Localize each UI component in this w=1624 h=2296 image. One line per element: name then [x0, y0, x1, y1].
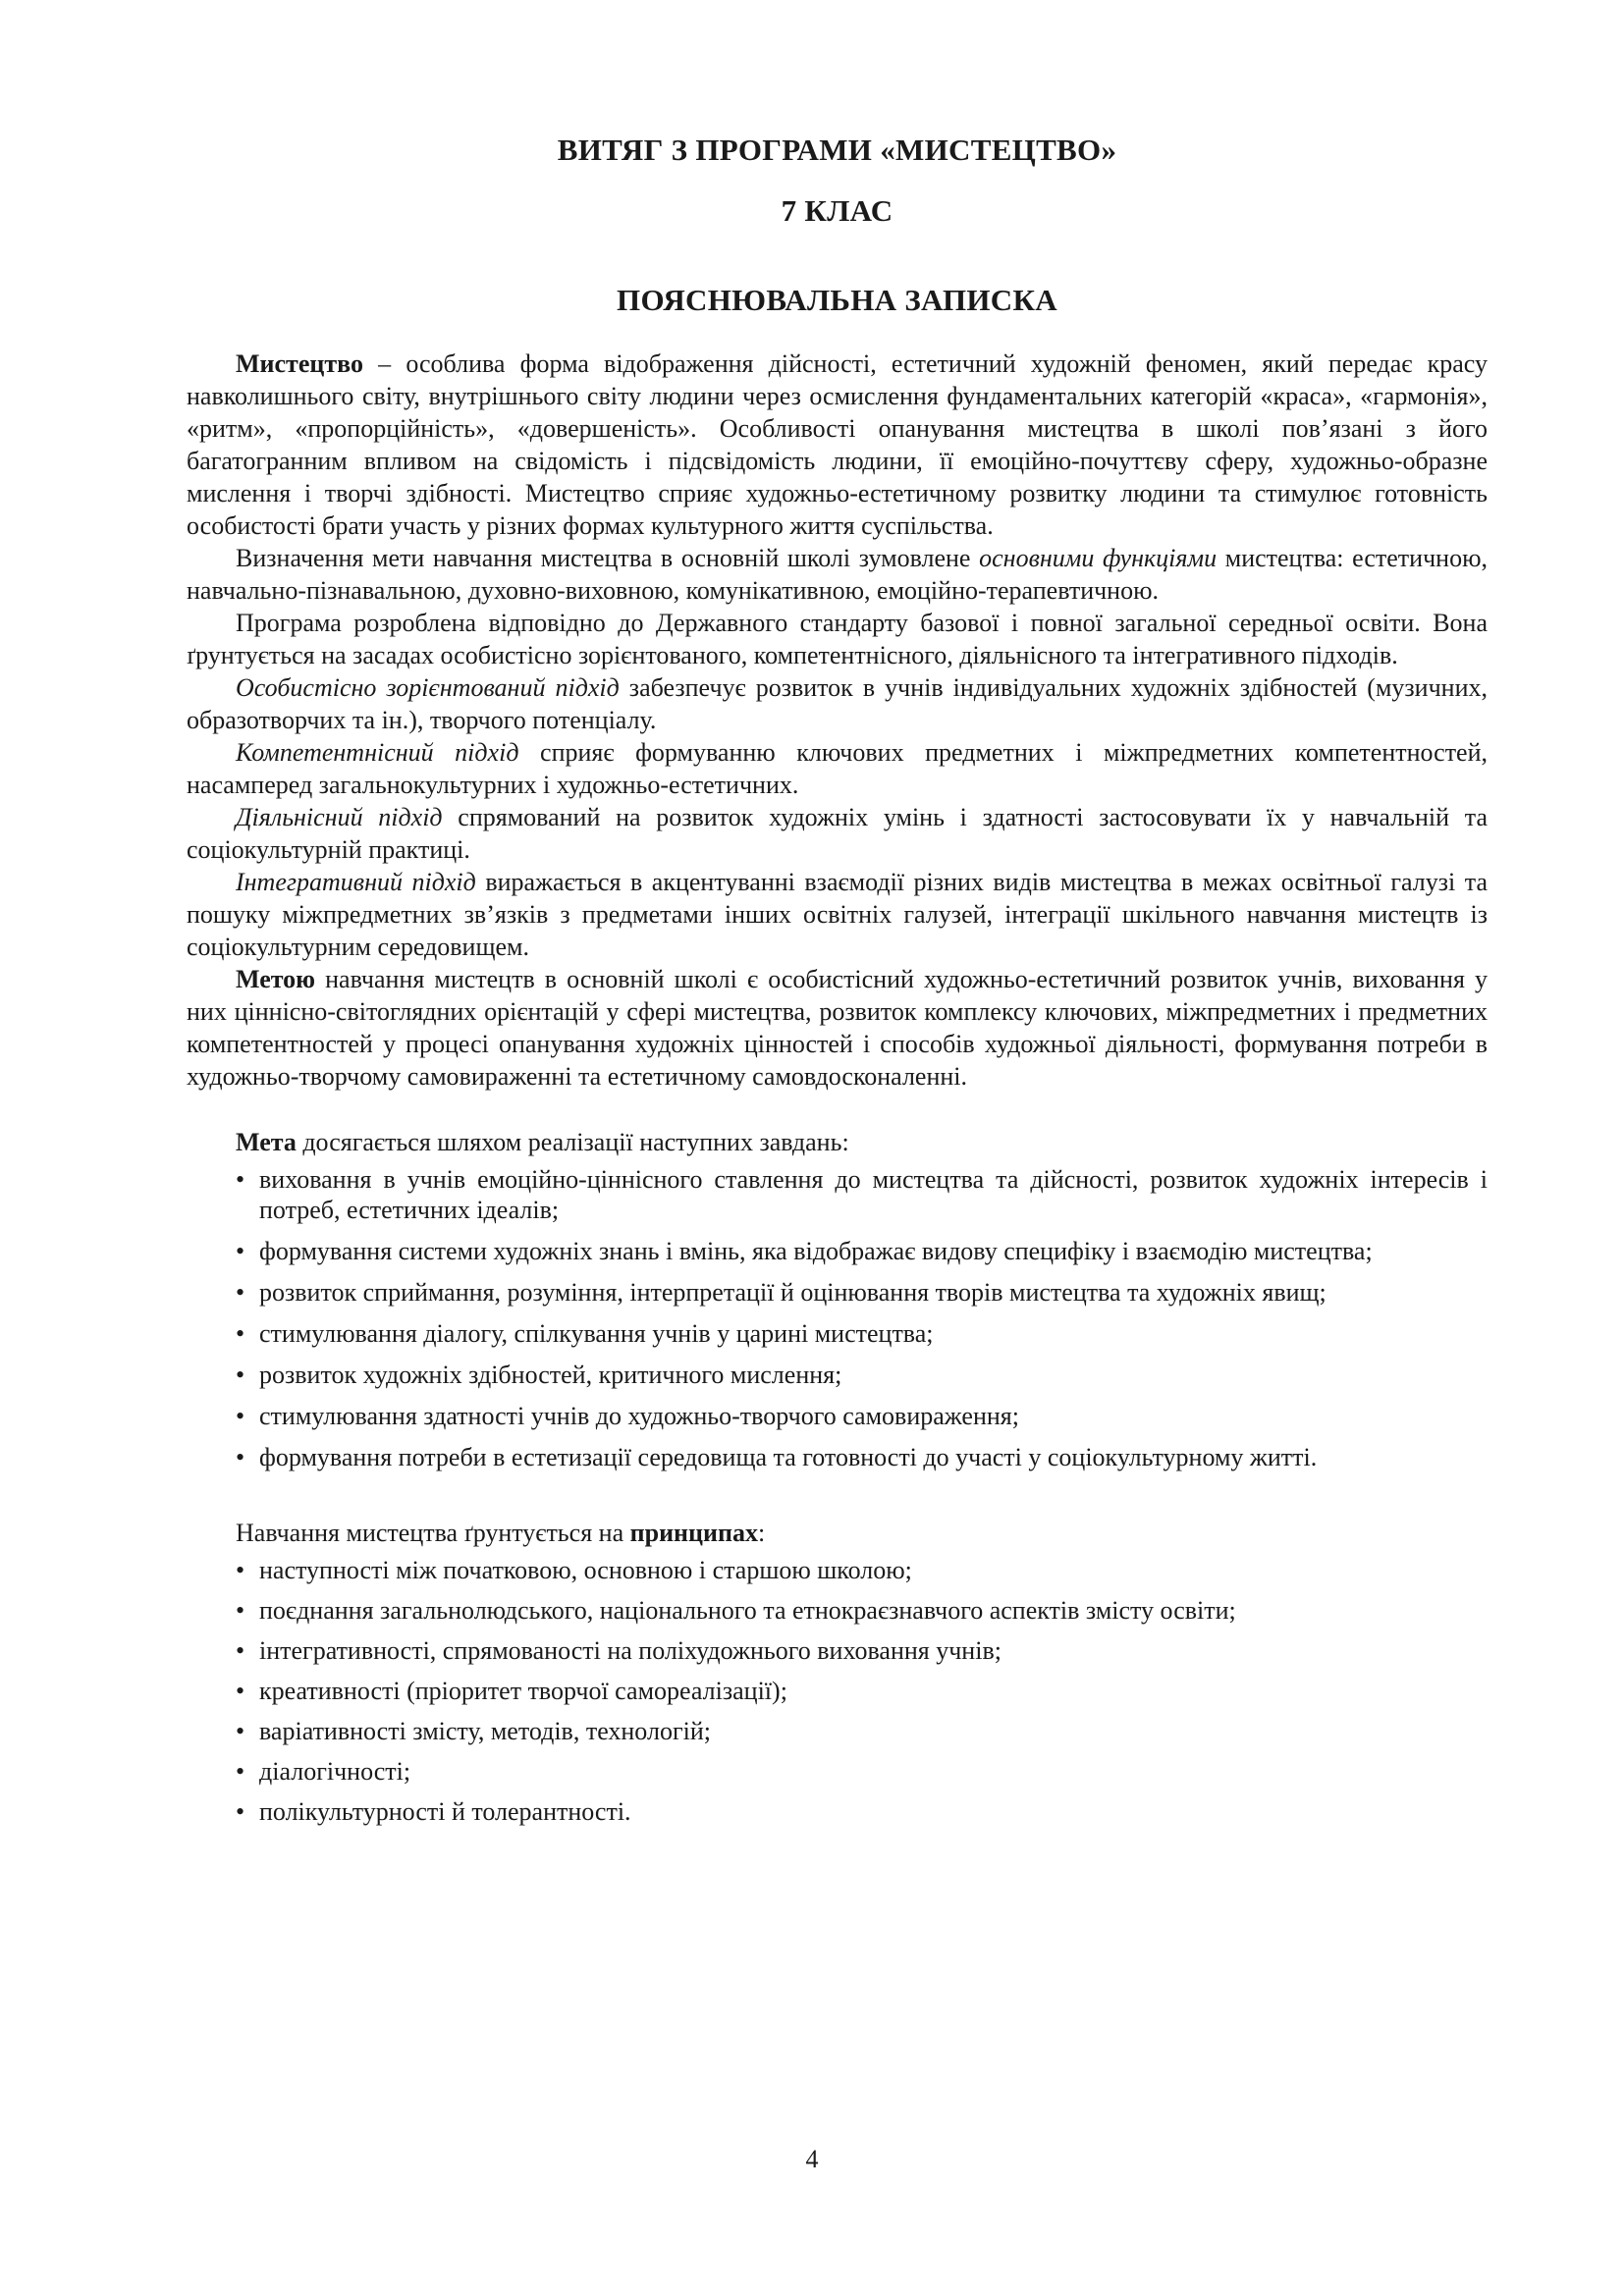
list-item	[236, 1756, 1488, 1787]
list-item	[236, 1236, 1488, 1266]
list-item	[236, 1796, 1488, 1827]
approach-paragraph	[187, 671, 1488, 736]
list-item-text: стимулювання здатності учнів до художньо-творчого самовираження;	[259, 1402, 1019, 1430]
approach-name: Компетентнісний підхід	[236, 738, 519, 767]
list-item-text: формування системи художніх знань і вмінь, яка відображає видову специфіку і взаємодію мистецтва;	[259, 1237, 1373, 1265]
list-item-text: розвиток художніх здібностей, критичного мислення;	[259, 1361, 842, 1389]
list-item-text: діалогічності;	[259, 1757, 411, 1786]
list-item	[236, 1555, 1488, 1585]
goal-definition-italic: основними функціями	[979, 544, 1218, 572]
approach-name: Особистісно зорієнтований підхід	[236, 673, 620, 702]
approach-text: спрямований на розвиток художніх умінь і здатності застосовувати їх у навчальній та соціокультурній практиці.	[187, 803, 1489, 864]
goal-definition-paragraph	[187, 542, 1488, 607]
intro-paragraph	[187, 347, 1488, 542]
bullet-icon: •	[236, 1677, 245, 1705]
list-item-text: поєднання загальнолюдського, національного та етнокраєзнавчого аспектів змісту освіти;	[259, 1596, 1236, 1625]
aim-term: Метою	[236, 965, 316, 993]
intro-text: – особлива форма відображення дійсності, естетичний художній феномен, який передає красу навколишнього світу, внутрішнього світу людини через осмислення фундаментальних категорій «краса», «гармонія», «ритм», «пропорційність», «довершеність». Особливості опанування мистецтва в школі пов’язані з його багатогранним впливом на свідомість і підсвідомість людини, її емоційно-почуттєву сферу, художньо-образне мислення і творчі здібності. Мистецтво сприяє художньо-естетичному розвитку людини та стимулює готовність особистості брати участь у різних формах культурного життя суспільства.	[187, 349, 1488, 540]
bullet-icon: •	[236, 1596, 245, 1625]
list-item-text: креативності (пріоритет творчої самореалізації);	[259, 1677, 787, 1705]
goal-definition-text-end: мистецтва: естетичною, навчально-пізнавальною, духовно-виховною, комунікативною, емоційно-терапевтичною.	[187, 544, 1488, 605]
approach-text: виражається в акцентуванні взаємодії різних видів мистецтва в межах освітньої галузі та пошуку міжпредметних зв’язків з предметами інших освітніх галузей, інтеграції шкільного навчання мистецтв із соціокультурним середовищем.	[187, 868, 1488, 961]
list-item-text: розвиток сприймання, розуміння, інтерпретації й оцінювання творів мистецтва та художніх явищ;	[259, 1278, 1326, 1307]
approach-paragraph	[187, 866, 1488, 963]
list-item	[236, 1401, 1488, 1431]
approach-paragraph	[187, 801, 1488, 866]
bullet-icon: •	[236, 1165, 245, 1194]
bullet-icon: •	[236, 1717, 245, 1745]
bullet-icon: •	[236, 1402, 245, 1430]
spacer	[187, 1093, 1488, 1126]
bullet-icon: •	[236, 1443, 245, 1471]
list-item-text: варіативності змісту, методів, технологій;	[259, 1717, 711, 1745]
bullet-icon: •	[236, 1319, 245, 1348]
tasks-intro-text: досягається шляхом реалізації наступних завдань:	[296, 1128, 849, 1156]
tasks-term: Мета	[236, 1128, 297, 1156]
tasks-list	[187, 1164, 1488, 1472]
section-title: ПОЯСНЮВАЛЬНА ЗАПИСКА	[617, 283, 1057, 317]
list-item	[236, 1277, 1488, 1308]
tasks-intro	[187, 1126, 1488, 1158]
principles-intro	[187, 1517, 1488, 1549]
list-item-text: стимулювання діалогу, спілкування учнів у царині мистецтва;	[259, 1319, 934, 1348]
bullet-icon: •	[236, 1636, 245, 1665]
approach-text: сприяє формуванню ключових предметних і міжпредметних компетентностей, насамперед загальнокультурних і художньо-естетичних.	[187, 738, 1489, 799]
program-basis-paragraph: Програма розроблена відповідно до Державного стандарту базової і повної загальної середньої освіти. Вона ґрунтується на засадах особистісно зорієнтованого, компетентнісного, діяльнісного та інтегративного підходів.	[187, 609, 1488, 669]
aim-paragraph	[187, 963, 1488, 1093]
principles-list	[187, 1555, 1488, 1827]
principles-colon: :	[757, 1519, 766, 1547]
bullet-icon: •	[236, 1278, 245, 1307]
grade-title: 7 КЛАС	[781, 193, 893, 228]
list-item	[236, 1716, 1488, 1746]
list-item-text: полікультурності й толерантності.	[259, 1797, 631, 1826]
approach-name: Інтегративний підхід	[236, 868, 476, 896]
list-item	[236, 1318, 1488, 1349]
list-item	[236, 1676, 1488, 1706]
spacer	[187, 1483, 1488, 1517]
list-item	[236, 1595, 1488, 1626]
page-number: 4	[805, 2145, 819, 2173]
bullet-icon: •	[236, 1797, 245, 1826]
aim-text: навчання мистецтв в основній школі є особистісний художньо-естетичний розвиток учнів, виховання у них ціннісно-світоглядних орієнтацій у сфері мистецтва, розвиток комплексу ключових, міжпредметних і предметних компетентностей у процесі опанування художніх цінностей і способів художньої діяльності, формування потреби в художньо-творчому самовираженні та естетичному самовдосконаленні.	[187, 965, 1488, 1091]
list-item	[236, 1635, 1488, 1666]
goal-definition-text: Визначення мети навчання мистецтва в основній школі зумовлене	[236, 544, 980, 572]
principles-intro-text: Навчання мистецтва ґрунтується на	[236, 1519, 630, 1547]
list-item	[236, 1164, 1488, 1225]
document-title: ВИТЯГ З ПРОГРАМИ «МИСТЕЦТВО»	[557, 133, 1117, 167]
bullet-icon: •	[236, 1556, 245, 1584]
approach-paragraph	[187, 736, 1488, 801]
approach-name: Діяльнісний підхід	[236, 803, 443, 831]
principles-term: принципах	[629, 1519, 758, 1547]
list-item	[236, 1442, 1488, 1472]
approach-text: забезпечує розвиток в учнів індивідуальних художніх здібностей (музичних, образотворчих та ін.), творчого потенціалу.	[187, 673, 1489, 734]
intro-term: Мистецтво	[236, 349, 363, 378]
list-item-text: формування потреби в естетизації середовища та готовності до участі у соціокультурному житті.	[259, 1443, 1318, 1471]
bullet-icon: •	[236, 1757, 245, 1786]
bullet-icon: •	[236, 1361, 245, 1389]
list-item-text: наступності між початковою, основною і старшою школою;	[259, 1556, 912, 1584]
document-page	[187, 128, 1488, 1837]
list-item-text: виховання в учнів емоційно-ціннісного ставлення до мистецтва та дійсності, розвиток художніх інтересів і потреб, естетичних ідеалів;	[259, 1165, 1488, 1224]
list-item-text: інтегративності, спрямованості на поліхудожнього виховання учнів;	[259, 1636, 1001, 1665]
list-item	[236, 1360, 1488, 1390]
bullet-icon: •	[236, 1237, 245, 1265]
